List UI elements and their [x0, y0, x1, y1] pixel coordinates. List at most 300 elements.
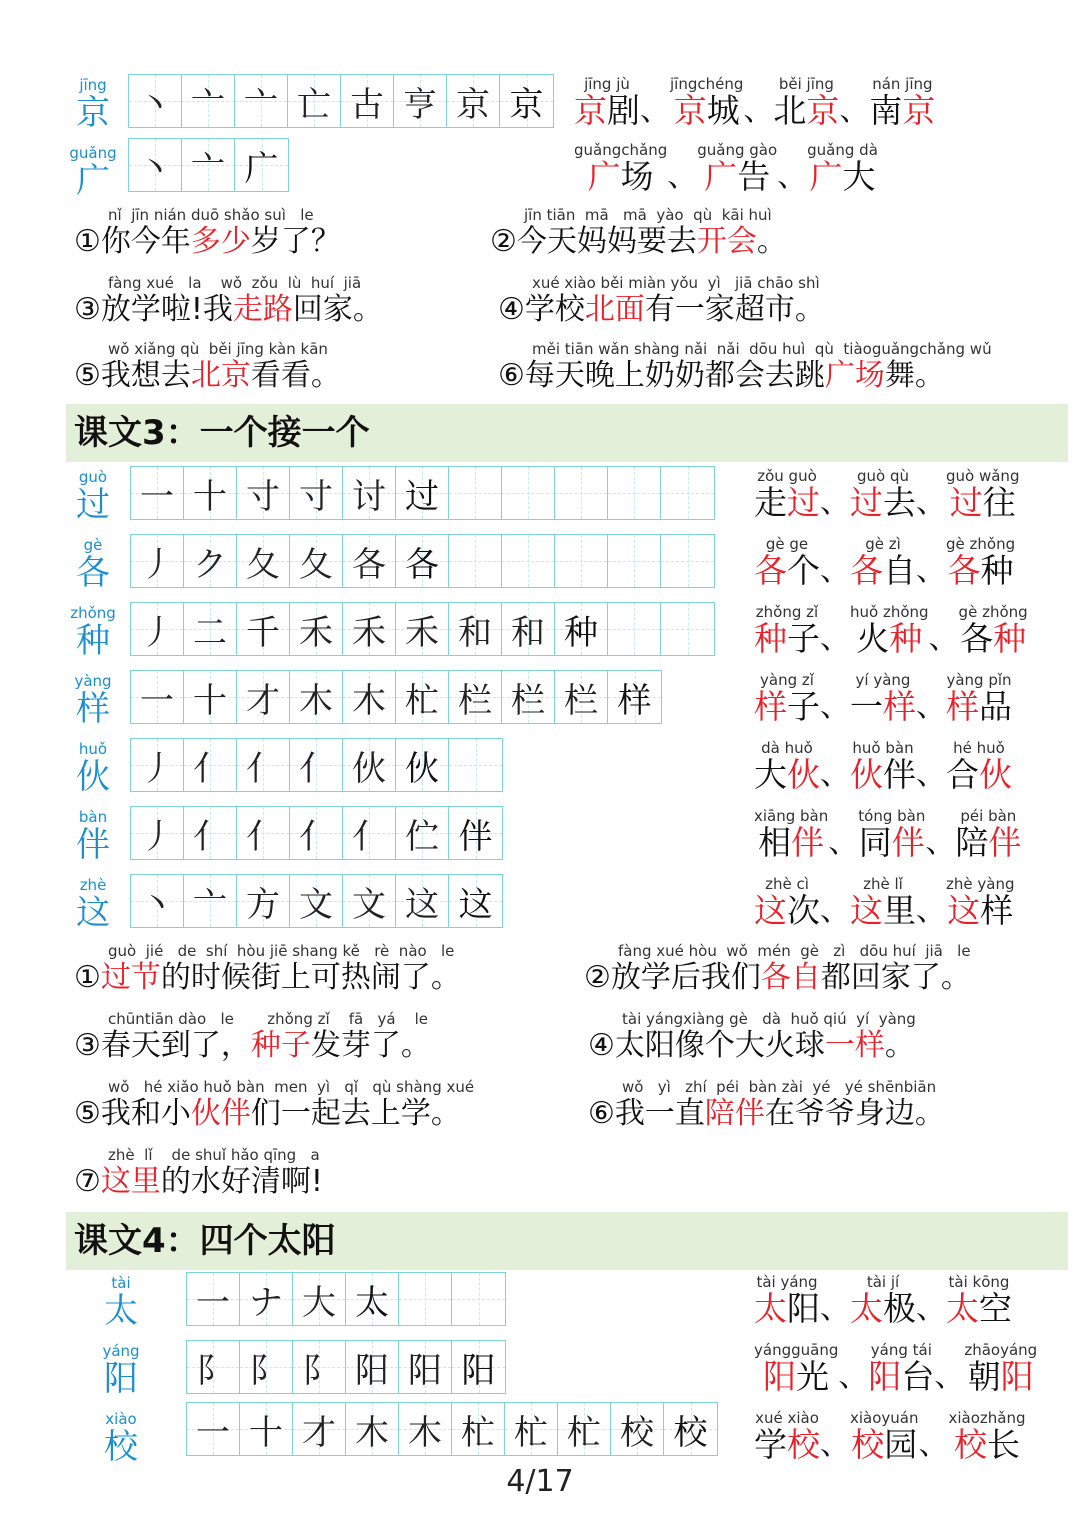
stroke-glyph: 阳 [461, 1350, 496, 1391]
stroke-cell [452, 1403, 505, 1455]
stroke-glyph: 亡 [297, 84, 331, 125]
stroke-glyph: 夂 [246, 544, 280, 585]
stroke-cell [184, 467, 237, 519]
stroke-glyph: 杧 [461, 1412, 495, 1453]
word-group [754, 876, 1014, 930]
sentence-text: ⑥我一直陪伴在爷爷身边。 [588, 1096, 945, 1131]
word-separator: 、 [820, 1427, 850, 1462]
word-pinyin: tài kōng [948, 1273, 1010, 1291]
stroke-cell [399, 1341, 452, 1393]
stroke-cell [447, 75, 500, 127]
sentence [490, 206, 787, 260]
char-label: guǎng 广 [69, 144, 117, 201]
stroke-glyph: 一 [196, 1412, 230, 1453]
sentence [498, 340, 992, 394]
stroke-cell [290, 467, 343, 519]
sentence [74, 1146, 323, 1200]
stroke-cell [608, 467, 661, 519]
highlight-word: 走路 [232, 292, 293, 327]
stroke-cell [184, 739, 237, 791]
stroke-cell [131, 603, 184, 655]
stroke-cell [290, 535, 343, 587]
word-item [754, 740, 820, 794]
stroke-cell [555, 671, 608, 723]
stroke-cell [237, 603, 290, 655]
stroke-cell [343, 671, 396, 723]
word-item [955, 808, 1021, 862]
stroke-grid [186, 1340, 506, 1394]
word-text: 过去 [850, 483, 916, 522]
word-separator: 、 [828, 825, 859, 860]
stroke-cell [237, 467, 290, 519]
word-pinyin: yáng tái [870, 1341, 932, 1359]
word-item [850, 876, 916, 930]
stroke-cell [555, 603, 608, 655]
stroke-cell [237, 875, 290, 927]
sentence-text: ③放学啦!我走路回家。 [74, 292, 383, 327]
stroke-cell [661, 603, 714, 655]
stroke-cell [129, 139, 182, 191]
stroke-glyph: 阳 [355, 1350, 389, 1391]
stroke-glyph: 伴 [458, 816, 493, 857]
word-group [754, 808, 1021, 862]
stroke-cell [343, 467, 396, 519]
stroke-cell [290, 875, 343, 927]
word-item [850, 536, 916, 590]
stroke-glyph: 寸 [246, 476, 280, 517]
stroke-glyph: 丿 [140, 544, 174, 585]
word-item [574, 76, 640, 130]
stroke-cell [449, 875, 502, 927]
stroke-grid [128, 138, 289, 192]
word-pinyin: hé huǒ [953, 739, 1005, 757]
word-pinyin: huǒ bàn [852, 739, 914, 757]
word-item [754, 468, 820, 522]
stroke-cell [131, 739, 184, 791]
stroke-glyph: 亻 [193, 816, 227, 857]
stroke-glyph: 伫 [405, 816, 439, 857]
stroke-glyph: 二 [193, 612, 227, 653]
stroke-cell [346, 1403, 399, 1455]
word-pinyin: guǎngchǎng [574, 141, 668, 159]
stroke-cell [184, 603, 237, 655]
sentence [74, 1078, 474, 1132]
stroke-cell [237, 807, 290, 859]
stroke-cell [240, 1403, 293, 1455]
sentence [498, 274, 825, 328]
stroke-cell [341, 75, 394, 127]
char-label: zhǒng 种 [70, 604, 116, 661]
word-separator: 、 [916, 689, 946, 724]
stroke-grid [130, 670, 662, 724]
word-text: 样子 [754, 687, 820, 726]
sentence-text: ③春天到了，种子发芽了。 [74, 1028, 431, 1063]
stroke-glyph: 杧 [567, 1412, 601, 1453]
stroke-glyph: 亻 [299, 748, 333, 789]
word-item [574, 142, 667, 196]
stroke-glyph: 栏 [511, 680, 545, 721]
stroke-cell [452, 1341, 505, 1393]
stroke-glyph: 阝 [249, 1350, 283, 1391]
stroke-glyph: ナ [249, 1282, 283, 1323]
stroke-cell [182, 75, 235, 127]
stroke-glyph: 禾 [352, 612, 386, 653]
word-group [754, 468, 1019, 522]
stroke-cell [611, 1403, 664, 1455]
stroke-cell [399, 1273, 452, 1325]
word-item [868, 1342, 934, 1396]
stroke-cell [399, 1403, 452, 1455]
sentence [584, 942, 971, 996]
word-separator: 、 [640, 93, 670, 128]
char-label: jīng 京 [76, 76, 110, 133]
stroke-glyph: 十 [193, 476, 227, 517]
word-pinyin: guò wǎng [946, 467, 1020, 485]
stroke-cell [343, 875, 396, 927]
word-separator: 、 [777, 159, 808, 194]
char-label: bàn 伴 [76, 808, 110, 865]
stroke-cell [396, 467, 449, 519]
word-item [946, 876, 1014, 930]
word-text: 伙伴 [850, 755, 916, 794]
stroke-cell [502, 671, 555, 723]
stroke-glyph: 亻 [246, 816, 280, 857]
word-pinyin: jīngchéng [670, 75, 744, 93]
highlight-word: 陪伴 [704, 1096, 765, 1131]
stroke-glyph: 过 [405, 476, 439, 517]
stroke-cell [235, 75, 288, 127]
word-text: 火种 [856, 619, 923, 658]
word-item [858, 808, 925, 862]
stroke-glyph: 伙 [352, 748, 386, 789]
word-pinyin: péi bàn [960, 807, 1017, 825]
word-pinyin: xiàoyuán [850, 1409, 919, 1427]
word-text: 各种 [960, 619, 1027, 658]
stroke-glyph: 夂 [299, 544, 333, 585]
sentence-text: ⑤我想去北京看看。 [74, 358, 341, 393]
stroke-grid [130, 874, 503, 928]
word-separator: 、 [934, 1359, 965, 1394]
stroke-glyph: 亠 [193, 884, 227, 925]
stroke-cell [237, 739, 290, 791]
word-text: 广场 [587, 157, 654, 196]
stroke-glyph: 阝 [196, 1350, 230, 1391]
stroke-glyph: 亻 [299, 816, 333, 857]
word-separator: 、 [928, 621, 959, 656]
stroke-cell [240, 1341, 293, 1393]
stroke-glyph: 阝 [302, 1350, 336, 1391]
word-separator: 、 [916, 485, 946, 520]
sentence-pinyin: chūntiān dào le zhǒng zǐ fā yá le [108, 1010, 429, 1028]
stroke-cell [343, 603, 396, 655]
stroke-glyph: 一 [140, 476, 174, 517]
stroke-cell [558, 1403, 611, 1455]
stroke-cell [184, 807, 237, 859]
highlight-word: 北面 [584, 292, 645, 327]
stroke-glyph: 栏 [458, 680, 492, 721]
page-number: 4/17 [506, 1464, 574, 1499]
stroke-glyph: 样 [617, 680, 652, 721]
stroke-glyph: 各 [405, 544, 439, 585]
sentence [74, 942, 461, 996]
stroke-glyph: 京 [456, 84, 490, 125]
stroke-cell [288, 75, 341, 127]
word-item [754, 1274, 820, 1328]
stroke-glyph: 木 [299, 680, 333, 721]
stroke-glyph: 亻 [193, 748, 227, 789]
word-item [754, 808, 828, 862]
word-group [754, 536, 1015, 590]
stroke-cell [449, 603, 502, 655]
stroke-glyph: 一 [140, 680, 174, 721]
stroke-cell [555, 535, 608, 587]
stroke-glyph: 禾 [299, 612, 333, 653]
word-text: 阳台 [868, 1357, 935, 1396]
word-pinyin: huǒ zhǒng [850, 603, 929, 621]
stroke-cell [608, 671, 661, 723]
char-label: zhè 这 [76, 876, 110, 933]
stroke-glyph: 木 [408, 1412, 442, 1453]
stroke-glyph: 大 [302, 1282, 336, 1323]
sentence-text: ⑤我和小伙伴们一起去上学。 [74, 1096, 461, 1131]
highlight-word: 多少 [190, 224, 251, 259]
word-group [754, 604, 1028, 658]
stroke-cell [131, 807, 184, 859]
sentence-pinyin: guò jié de shí hòu jiē shang kě rè nào le [108, 942, 455, 960]
sentence-pinyin: xué xiào běi miàn yǒu yì jiā chāo shì [532, 274, 820, 292]
sentence-pinyin: zhè lǐ de shuǐ hǎo qīng a [108, 1146, 320, 1164]
stroke-cell [394, 75, 447, 127]
stroke-glyph: 种 [564, 612, 598, 653]
highlight-word: 北京 [190, 358, 251, 393]
stroke-cell [449, 671, 502, 723]
stroke-cell [396, 603, 449, 655]
sentence-pinyin: jīn tiān mā mā yào qù kāi huì [524, 206, 772, 224]
stroke-grid [130, 466, 715, 520]
word-item [946, 1274, 1012, 1328]
word-text: 京剧 [574, 91, 640, 130]
stroke-cell [187, 1273, 240, 1325]
word-pinyin: tài yáng [756, 1273, 818, 1291]
stroke-cell [187, 1341, 240, 1393]
sentence-text: ②放学后我们各自都回家了。 [584, 960, 971, 995]
word-separator: 、 [820, 553, 850, 588]
stroke-cell [396, 535, 449, 587]
char-label: xiào 校 [104, 1410, 138, 1467]
stroke-cell [240, 1273, 293, 1325]
stroke-glyph: 丶 [140, 884, 174, 925]
word-separator: 、 [820, 689, 850, 724]
stroke-glyph: 太 [355, 1282, 389, 1323]
word-pinyin: xiàozhǎng [948, 1409, 1026, 1427]
word-pinyin: jīng jù [584, 75, 630, 93]
char-label: guò 过 [76, 468, 110, 525]
sentence-text: ⑥每天晚上奶奶都会去跳广场舞。 [498, 358, 945, 393]
stroke-cell [343, 535, 396, 587]
section-header-lesson4: 课文4：四个太阳 [66, 1212, 1068, 1270]
word-pinyin: běi jīng [778, 75, 834, 93]
word-item [754, 876, 820, 930]
stroke-glyph: 亻 [352, 816, 386, 857]
word-text: 学校 [754, 1425, 820, 1464]
stroke-cell [505, 1403, 558, 1455]
word-group [574, 76, 935, 130]
sentence-text: ④学校北面有一家超市。 [498, 292, 825, 327]
stroke-grid [130, 534, 715, 588]
word-text: 广告 [704, 157, 771, 196]
word-text: 这样 [947, 891, 1014, 930]
word-separator: 、 [916, 1291, 946, 1326]
stroke-cell [237, 535, 290, 587]
word-pinyin: yí yàng [855, 671, 911, 689]
stroke-cell [184, 671, 237, 723]
word-item [670, 76, 743, 130]
stroke-glyph: 亨 [403, 84, 437, 125]
word-text: 京城 [673, 91, 740, 130]
stroke-glyph: 讨 [352, 476, 386, 517]
stroke-glyph: 杧 [514, 1412, 548, 1453]
word-separator: 、 [820, 893, 850, 928]
sentence-pinyin: tài yángxiàng gè dà huǒ qiú yí yàng [622, 1010, 916, 1028]
stroke-cell [449, 807, 502, 859]
word-separator: 、 [743, 93, 774, 128]
word-item [773, 76, 839, 130]
section-header-lesson3: 课文3：一个接一个 [66, 404, 1068, 462]
word-separator: 、 [839, 93, 870, 128]
word-item [949, 1410, 1026, 1464]
highlight-word: 广场 [824, 358, 885, 393]
stroke-glyph: 亠 [191, 148, 225, 189]
highlight-word: 各自 [760, 960, 821, 995]
word-pinyin: gè zhǒng [958, 603, 1028, 621]
stroke-glyph: 丶 [138, 84, 172, 125]
stroke-cell [608, 603, 661, 655]
word-separator: 、 [667, 159, 698, 194]
word-pinyin: xué xiào [755, 1409, 819, 1427]
stroke-glyph: 亠 [244, 84, 278, 125]
word-pinyin: tóng bàn [858, 807, 926, 825]
stroke-cell [555, 467, 608, 519]
word-item [946, 740, 1012, 794]
stroke-cell [396, 739, 449, 791]
stroke-cell [131, 467, 184, 519]
stroke-cell [343, 739, 396, 791]
word-separator: 、 [925, 825, 956, 860]
word-item [754, 1342, 838, 1396]
stroke-cell [343, 807, 396, 859]
stroke-cell [184, 535, 237, 587]
word-text: 朝阳 [967, 1357, 1034, 1396]
word-item [850, 1410, 919, 1464]
stroke-glyph: 广 [244, 148, 279, 189]
sentence-text: ②今天妈妈要去开会。 [490, 224, 787, 259]
word-text: 合伙 [946, 755, 1012, 794]
stroke-glyph: 这 [458, 884, 493, 925]
word-separator: 、 [918, 1427, 949, 1462]
stroke-cell [184, 875, 237, 927]
word-separator: 、 [916, 893, 946, 928]
word-item [850, 672, 916, 726]
word-group [754, 740, 1012, 794]
word-separator: 、 [916, 757, 946, 792]
word-separator: 、 [820, 757, 850, 792]
word-pinyin: gè ge [765, 535, 809, 553]
char-label: yàng 样 [74, 672, 112, 729]
word-pinyin: zhè yàng [946, 875, 1015, 893]
char-label: huǒ 伙 [76, 740, 110, 797]
word-separator: 、 [916, 553, 946, 588]
char-label: yáng 阳 [102, 1342, 140, 1399]
stroke-grid [130, 738, 503, 792]
word-text: 校长 [954, 1425, 1020, 1464]
stroke-glyph: 校 [620, 1412, 654, 1453]
word-group [754, 1342, 1037, 1396]
stroke-cell [396, 875, 449, 927]
stroke-glyph: 文 [299, 884, 333, 925]
stroke-cell [182, 139, 235, 191]
stroke-cell [452, 1273, 505, 1325]
stroke-glyph: 栏 [564, 680, 598, 721]
sentence-pinyin: fàng xué hòu wǒ mén gè zì dōu huí jiā le [618, 942, 971, 960]
stroke-cell [449, 467, 502, 519]
word-text: 样品 [946, 687, 1012, 726]
word-pinyin: gè zì [865, 535, 901, 553]
stroke-cell [290, 739, 343, 791]
stroke-glyph: 千 [246, 612, 280, 653]
highlight-word: 种子 [250, 1028, 311, 1063]
stroke-glyph: 文 [352, 884, 386, 925]
stroke-glyph: 木 [352, 680, 386, 721]
word-item [946, 536, 1015, 590]
word-pinyin: zhǒng zǐ [755, 603, 819, 621]
sentence [74, 340, 341, 394]
stroke-cell [449, 739, 502, 791]
stroke-cell [396, 807, 449, 859]
sentence-text: ④太阳像个大火球一样。 [588, 1028, 915, 1063]
word-text: 种子 [754, 619, 820, 658]
stroke-cell [290, 807, 343, 859]
word-pinyin: yángguāng [754, 1341, 839, 1359]
sentence [588, 1010, 916, 1064]
stroke-glyph: 方 [246, 884, 280, 925]
sentence-pinyin: měi tiān wǎn shàng nǎi nǎi dōu huì qù tiàoguǎngchǎng wǔ [532, 340, 992, 358]
stroke-glyph: ク [193, 544, 227, 585]
word-pinyin: yàng pǐn [946, 671, 1012, 689]
word-item [946, 672, 1012, 726]
word-text: 各自 [850, 551, 916, 590]
stroke-cell [449, 535, 502, 587]
word-separator: 、 [820, 1291, 850, 1326]
word-text: 南京 [869, 91, 936, 130]
word-text: 陪伴 [955, 823, 1022, 862]
highlight-word: 一样 [824, 1028, 885, 1063]
stroke-glyph: 寸 [299, 476, 333, 517]
word-item [964, 1342, 1037, 1396]
word-group [754, 672, 1012, 726]
stroke-glyph: 京 [509, 84, 544, 125]
word-item [754, 672, 820, 726]
word-text: 太极 [850, 1289, 916, 1328]
stroke-glyph: 一 [196, 1282, 230, 1323]
word-text: 太空 [946, 1289, 1012, 1328]
word-pinyin: yàng zǐ [760, 671, 814, 689]
stroke-cell [293, 1341, 346, 1393]
word-text: 各种 [947, 551, 1014, 590]
stroke-grid [130, 602, 715, 656]
word-text: 这次 [754, 891, 820, 930]
sentence-pinyin: wǒ xiǎng qù běi jīng kàn kān [108, 340, 328, 358]
word-item [697, 142, 777, 196]
